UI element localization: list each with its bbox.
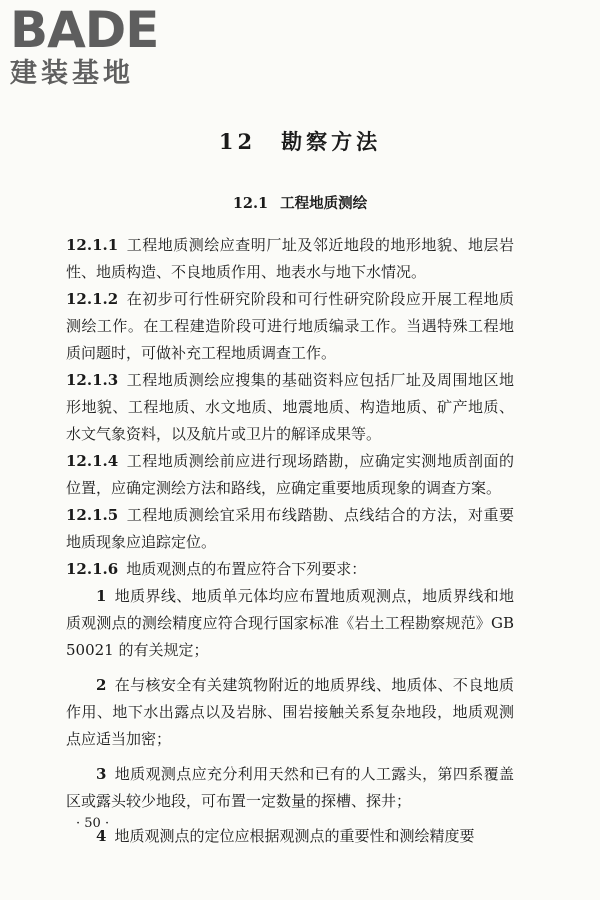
clause-number: 12.1.3 <box>66 371 119 389</box>
chapter-number: 12 <box>218 129 257 154</box>
item-number: 3 <box>96 765 107 783</box>
logo-chinese-text: 建装基地 <box>10 58 134 89</box>
clause-12-1-6 <box>66 556 514 583</box>
item-text: 地质观测点的定位应根据观测点的重要性和测绘精度要 <box>114 827 475 845</box>
item-number: 2 <box>96 676 107 694</box>
clause-12-1-4 <box>66 448 514 502</box>
logo-latin-text: BADE <box>10 1 159 59</box>
clause-12-1-5 <box>66 502 514 556</box>
clause-12-1-1 <box>66 232 514 286</box>
clause-number: 12.1.4 <box>66 452 119 470</box>
page-number: · 50 · <box>76 816 110 831</box>
item-text: 在与核安全有关建筑物附近的地质界线、地质体、不良地质作用、地下水出露点以及岩脉、围岩接触关系复杂地段，地质观测点应适当加密； <box>66 676 514 748</box>
page-body <box>66 232 514 850</box>
item-number: 4 <box>96 827 107 845</box>
chapter-name: 勘察方法 <box>281 129 382 154</box>
chapter-title <box>0 126 600 156</box>
clause-12-1-3 <box>66 367 514 448</box>
section-name: 工程地质测绘 <box>280 195 368 212</box>
publisher-logo <box>10 1 180 90</box>
list-item-2 <box>66 672 514 753</box>
clause-number: 12.1.2 <box>66 290 119 308</box>
clause-number: 12.1.6 <box>66 560 119 578</box>
clause-text: 在初步可行性研究阶段和可行性研究阶段应开展工程地质测绘工作。在工程建造阶段可进行地质编录工作。当遇特殊工程地质问题时，可做补充工程地质调查工作。 <box>66 290 514 362</box>
clause-12-1-2 <box>66 286 514 367</box>
clause-number: 12.1.1 <box>66 236 119 254</box>
clause-text: 工程地质测绘前应进行现场踏勘，应确定实测地质剖面的位置，应确定测绘方法和路线，应确定重要地质现象的调查方案。 <box>66 452 514 497</box>
section-title <box>0 192 600 213</box>
clause-text: 工程地质测绘应搜集的基础资料应包括厂址及周围地区地形地貌、工程地质、水文地质、地震地质、构造地质、矿产地质、水文气象资料，以及航片或卫片的解译成果等。 <box>66 371 514 443</box>
item-text: 地质观测点应充分利用天然和已有的人工露头，第四系覆盖区或露头较少地段，可布置一定数量的探槽、探井； <box>66 765 514 810</box>
list-item-1 <box>66 583 514 664</box>
clause-text: 工程地质测绘应查明厂址及邻近地段的地形地貌、地层岩性、地质构造、不良地质作用、地表水与地下水情况。 <box>66 236 514 281</box>
item-text: 地质界线、地质单元体均应布置地质观测点，地质界线和地质观测点的测绘精度应符合现行国家标准《岩土工程勘察规范》GB 50021 的有关规定； <box>66 587 514 659</box>
list-item-4 <box>66 823 514 850</box>
clause-text: 地质观测点的布置应符合下列要求： <box>126 560 367 578</box>
item-number: 1 <box>96 587 107 605</box>
clause-text: 工程地质测绘宜采用布线踏勘、点线结合的方法，对重要地质现象应追踪定位。 <box>66 506 514 551</box>
list-item-3 <box>66 761 514 815</box>
clause-number: 12.1.5 <box>66 506 119 524</box>
section-number: 12.1 <box>232 195 269 212</box>
